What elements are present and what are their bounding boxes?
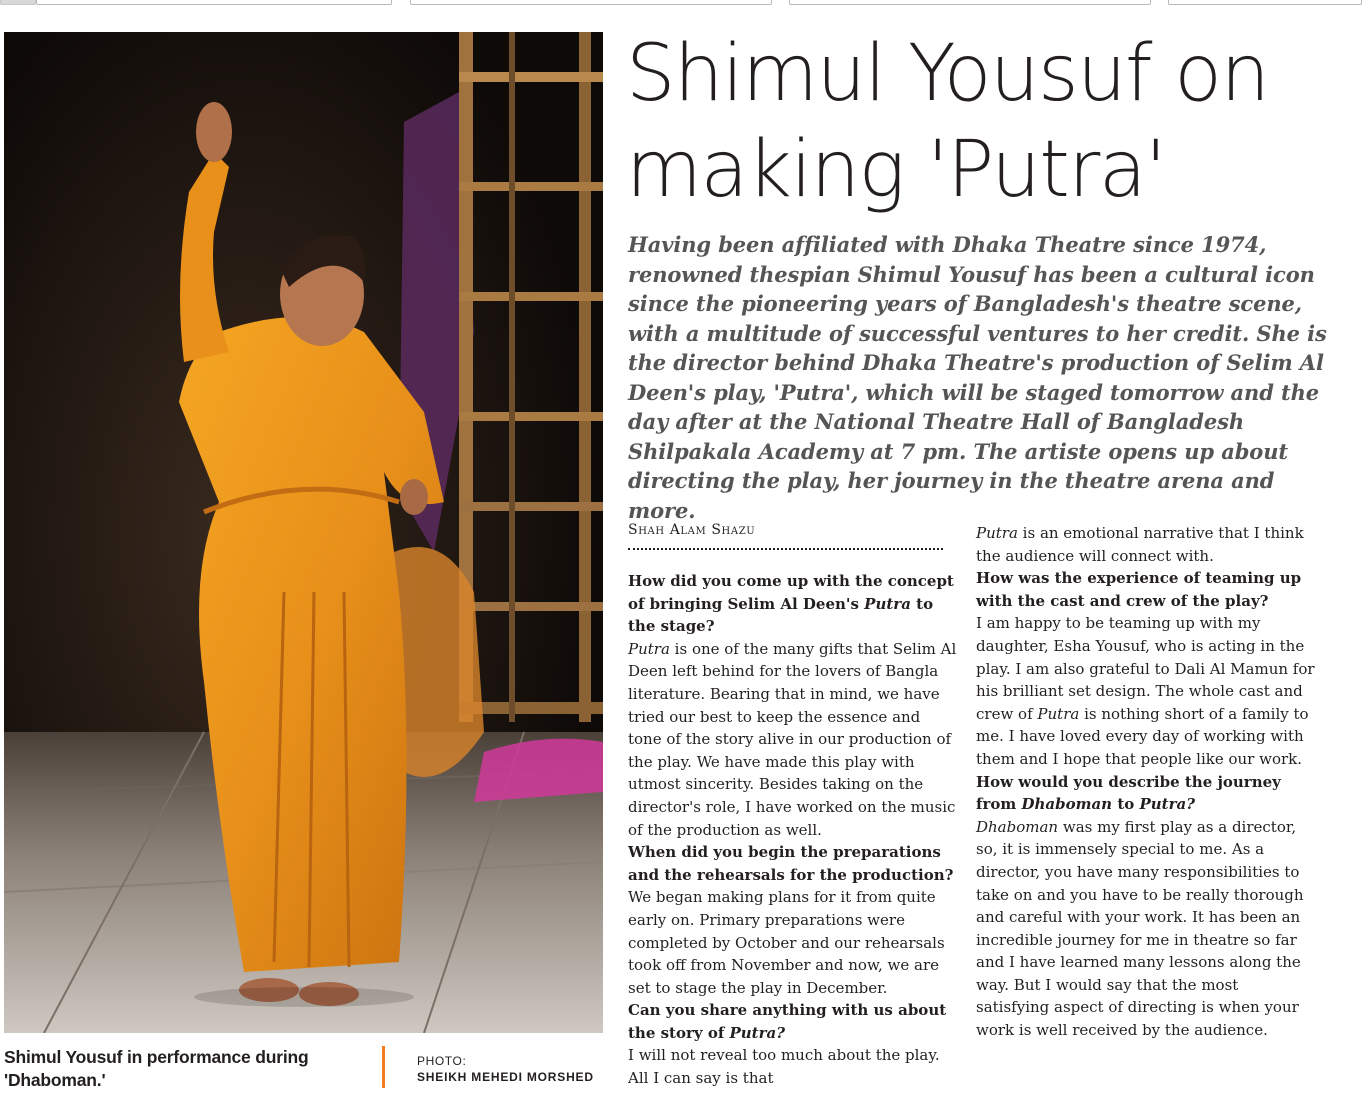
question-3-title: Putra? (729, 1023, 786, 1042)
photo-caption (4, 1046, 374, 1092)
headline-line-2: making 'Putra' (626, 125, 1166, 215)
article-headline (626, 26, 1346, 218)
article-column-2 (976, 522, 1316, 1042)
answer-5-title: Dhaboman (976, 817, 1059, 836)
photo-caption-line-2: 'Dhaboman.' (4, 1070, 106, 1090)
photo-credit-name: SHEIKH MEHEDI MORSHED (417, 1070, 594, 1084)
question-5 (976, 771, 1316, 816)
answer-5 (976, 816, 1316, 1042)
answer-1 (628, 638, 958, 841)
question-1-title: Putra (864, 594, 911, 613)
answer-2: We began making plans for it from quite early on. Primary preparations were completed by October and our rehearsals took off from November and now, we are set to stage the play in December. (628, 888, 945, 997)
question-3 (628, 999, 958, 1044)
photo-credit-label: PHOTO: (417, 1054, 467, 1068)
answer-3-start: I will not reveal too much about the play. All I can say is that (628, 1046, 940, 1088)
byline: Shah Alam Shazu (628, 522, 756, 538)
article-column-1 (628, 570, 958, 1090)
answer-1-text: is one of the many gifts that Selim Al Deen left behind for the lovers of Bangla literature. Bearing that in mind, we have tried our best to keep the essence and tone of the story alive in our production of the play. We have made this play with utmost sincerity. Besides taking on the director's role, I have worked on the music of the production as well. (628, 639, 957, 839)
article-intro: Having been affiliated with Dhaka Theatre since 1974, renowned thespian Shimul Yousuf has been a cultural icon since the pioneering years of Bangladesh's theatre scene, with a multitude of successful ventures to her credit. She is the director behind Dhaka Theatre's production of Selim Al Deen's play, 'Putra', which will be staged tomorrow and the day after at the National Theatre Hall of Bangladesh Shilpakala Academy at 7 pm. The artiste opens up about directing the play, her journey in the theatre arena and more. (628, 232, 1327, 523)
top-tab-1 (0, 0, 36, 5)
question-5-text-a: How would you describe the journey from (976, 772, 1281, 814)
question-2: When did you begin the preparations and the rehearsals for the production? (628, 843, 954, 884)
question-3-text: Can you share anything with us about the story of (628, 1001, 947, 1042)
top-tab-5 (1168, 0, 1362, 5)
performance-photo (4, 32, 603, 1033)
answer-3-end (976, 522, 1316, 567)
question-1-text-a: How did you come up with the concept of bringing Selim Al Deen's (628, 572, 954, 613)
answer-4-text-a: I am happy to be teaming up with my daughter, Esha Yousuf, who is acting in the play. I am also grateful to Dali Al Mamun for his brilliant set design. The whole cast and crew of (976, 614, 1315, 723)
question-1-text-b: to the stage? (628, 594, 934, 636)
top-tab-2 (36, 0, 392, 5)
top-tab-3 (410, 0, 772, 5)
question-4: How was the experience of teaming up with the cast and crew of the play? (976, 569, 1302, 610)
answer-4 (976, 612, 1316, 770)
performance-photo-illustration (4, 32, 603, 1033)
answer-1-title: Putra (628, 639, 670, 658)
answer-5-text: was my first play as a director, so, it is immensely special to me. As a director, you have many responsibilities to take on and you have to be really thorough and careful with your work. It has been an incredible journey for me in theatre so far and I have learned many lessons along the way. But I would say that the most satisfying aspect of directing is when your work is well received by the audience. (976, 817, 1304, 1040)
question-1 (628, 570, 958, 638)
top-navigation-strip (0, 0, 1362, 8)
question-5-title-1: Dhaboman (1021, 795, 1113, 814)
question-5-title-2: Putra? (1139, 795, 1196, 814)
top-tab-4 (789, 0, 1151, 5)
photo-credit-divider (382, 1046, 385, 1088)
answer-4-text-b: is nothing short of a family to me. I have loved every day of working with them and I hope that people like our work. (976, 704, 1309, 768)
byline-dotted-rule (628, 548, 943, 550)
photo-caption-line-1: Shimul Yousuf in performance during (4, 1047, 309, 1067)
headline-line-1: Shimul Yousuf on (626, 29, 1269, 119)
answer-4-title: Putra (1037, 704, 1080, 723)
question-5-text-b: to (1112, 795, 1140, 814)
answer-3-title: Putra (976, 524, 1018, 542)
answer-3-text: is an emotional narrative that I think the audience will connect with. (976, 524, 1304, 565)
